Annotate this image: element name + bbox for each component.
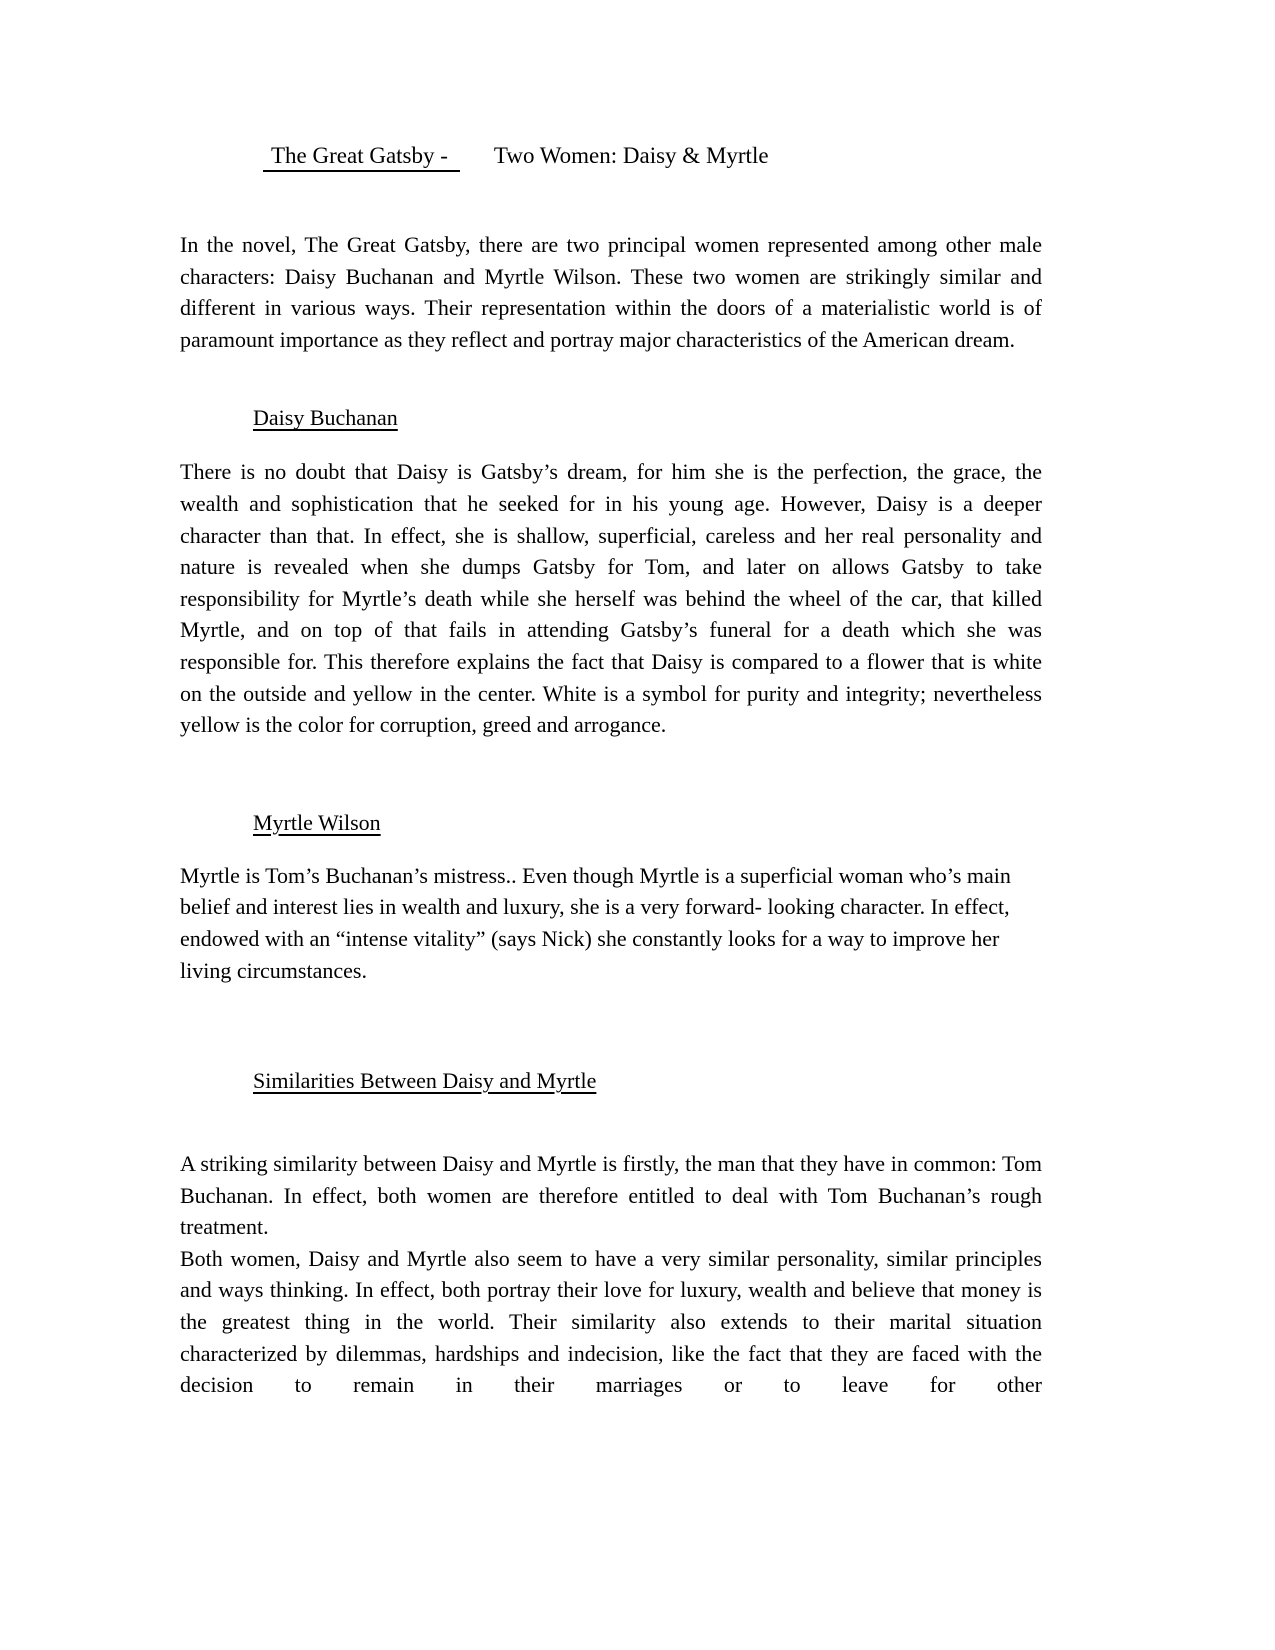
title-subtitle: Two Women: Daisy & Myrtle [493, 143, 769, 168]
title-main: The Great Gatsby - [263, 143, 460, 172]
similarities-paragraph-2: Both women, Daisy and Myrtle also seem to have a very similar personality, similar principles and ways thinking. In effect, both portray their love for luxury, wealth and believe that money is the greatest thing in the world. Their similarity also extends to their marital situation characterized by dilemmas, hardships and indecision, like the fact that they are faced with the decision to remain in their marriages or to leave for other [180, 1245, 1042, 1398]
document-title [263, 140, 1042, 172]
myrtle-wilson-paragraph: Myrtle is Tom’s Buchanan’s mistress.. Even though Myrtle is a superficial woman who’s main belief and interest lies in wealth and luxury, she is a very forward- looking character. In effect, endowed with an “intense vitality” (says Nick) she constantly looks for a way to improve her living circumstances. [180, 862, 1011, 983]
heading-myrtle-wilson: Myrtle Wilson [253, 809, 381, 835]
intro-paragraph: In the novel, The Great Gatsby, there are two principal women represented among other male characters: Daisy Buchanan and Myrtle Wilson. These two women are strikingly similar and different in various ways. Their representation within the doors of a materialistic world is of paramount importance as they reflect and portray major characteristics of the American dream. [180, 232, 1042, 352]
heading-daisy-buchanan: Daisy Buchanan [253, 405, 398, 431]
daisy-buchanan-paragraph: There is no doubt that Daisy is Gatsby’s dream, for him she is the perfection, the grace, the wealth and sophistication that he seeked for in his young age. However, Daisy is a deeper character than that. In effect, she is shallow, superficial, careless and her real personality and nature is revealed when she dumps Gatsby for Tom, and later on allows Gatsby to take responsibility for Myrtle’s death while she herself was behind the wheel of the car, that killed Myrtle, and on top of that fails in attending Gatsby’s funeral for a death which she was responsible for. This therefore explains the fact that Daisy is compared to a flower that is white on the outside and yellow in the center. White is a symbol for purity and integrity; nevertheless yellow is the color for corruption, greed and arrogance. [180, 459, 1042, 738]
heading-similarities: Similarities Between Daisy and Myrtle [253, 1068, 597, 1094]
similarities-paragraph-1: A striking similarity between Daisy and Myrtle is firstly, the man that they have in common: Tom Buchanan. In effect, both women are therefore entitled to deal with Tom Buchanan’s rough treatment. [180, 1151, 1042, 1240]
